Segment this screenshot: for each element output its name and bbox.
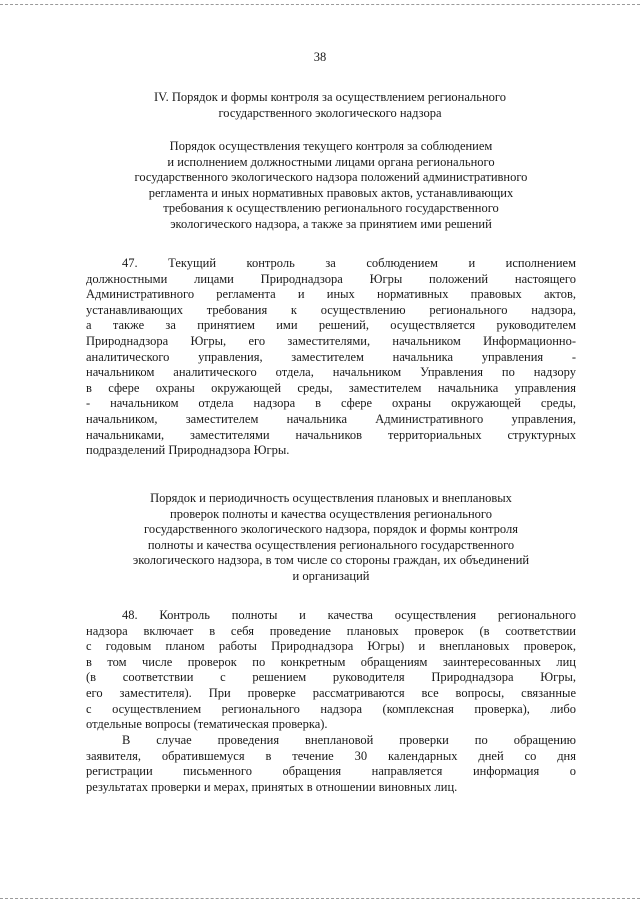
paragraph-line: с годовым планом работы Природнадзора Югры) и внеплановых проверок, <box>86 639 576 654</box>
subheading-line: и исполнением должностными лицами органа регионального <box>167 154 495 169</box>
paragraph-line: Административного регламента и иных нормативных правовых актов, <box>86 287 576 302</box>
subheading-line: полноты и качества осуществления регионального государственного <box>147 537 515 552</box>
subheading-line: регламента и иных нормативных правовых актов, устанавливающих <box>148 185 514 200</box>
paragraph-line: регистрации письменного обращения направляется информация о <box>86 764 576 779</box>
paragraph-line: начальником аналитического отдела, начальником Управления по надзору <box>86 365 576 380</box>
scan-top-edge <box>0 4 640 5</box>
paragraph-line: 48. Контроль полноты и качества осуществления регионального <box>122 608 576 622</box>
page-number: 38 <box>313 50 327 64</box>
subheading-line: экологического надзора, а также за принятием ими решений <box>170 216 492 231</box>
heading-line: государственного экологического надзора <box>218 105 442 120</box>
subheading-line: и организаций <box>292 568 370 583</box>
paragraph-line: - начальником отдела надзора в сфере охраны окружающей среды, <box>86 396 576 411</box>
paragraph-line: аналитического управления, заместителем начальника управления - <box>86 349 576 364</box>
paragraph-line: заявителя, обратившемуся в течение 30 календарных дней со дня <box>86 748 576 763</box>
paragraph-line: подразделений Природнадзора Югры. <box>86 443 290 458</box>
paragraph-line: устанавливающих требования к осуществлению регионального надзора, <box>86 302 576 317</box>
subheading-line: государственного экологического надзора, порядок и формы контроля <box>144 522 518 537</box>
scan-bottom-edge <box>0 898 640 899</box>
paragraph-48-continuation <box>86 733 576 795</box>
paragraph-line: результатах проверки и мерах, принятых в отношении виновных лиц. <box>86 779 458 794</box>
paragraph-line: (в соответствии с решением руководителя Природнадзора Югры, <box>86 670 576 685</box>
paragraph-48 <box>86 608 576 733</box>
paragraph-line: надзора включает в себя проведение плановых проверок (в соответствии <box>86 623 576 638</box>
section-heading <box>90 90 570 121</box>
subheading-line: Порядок осуществления текущего контроля за соблюдением <box>169 139 493 153</box>
subheading-current-control <box>84 139 578 233</box>
subheading-line: экологического надзора, в том числе со стороны граждан, их объединений <box>132 553 530 568</box>
subheading-line: Порядок и периодичность осуществления плановых и внеплановых <box>150 491 512 505</box>
paragraph-line: начальниками, заместителями начальников территориальных структурных <box>86 427 576 442</box>
paragraph-line: должностными лицами Природнадзора Югры положений настоящего <box>86 271 576 286</box>
paragraph-line: в том числе проверок по конкретным обращениям заинтересованных лиц <box>86 654 576 669</box>
subheading-line: государственного экологического надзора положений административного <box>134 170 528 185</box>
subheading-line: требования к осуществлению регионального государственного <box>163 201 499 216</box>
paragraph-line: отдельные вопросы (тематическая проверка). <box>86 717 328 732</box>
paragraph-line: с осуществлением регионального надзора (комплексная проверка), либо <box>86 701 576 716</box>
paragraph-line: начальником, заместителем начальника Административного управления, <box>86 411 576 426</box>
subheading-line: проверок полноты и качества осуществления регионального <box>170 506 492 521</box>
subheading-inspections <box>80 491 582 585</box>
paragraph-line: Природнадзора Югры, его заместителями, начальником Информационно- <box>86 333 576 348</box>
paragraph-line: его заместителя). При проверке рассматриваются все вопросы, связанные <box>86 685 576 700</box>
paragraph-47 <box>86 256 576 459</box>
paragraph-line: в сфере охраны окружающей среды, заместителем начальника управления <box>86 380 576 395</box>
paragraph-line: В случае проведения внеплановой проверки по обращению <box>122 733 576 747</box>
paragraph-line: 47. Текущий контроль за соблюдением и исполнением <box>122 256 576 270</box>
heading-line: IV. Порядок и формы контроля за осуществлением регионального <box>154 90 506 104</box>
paragraph-line: а также за принятием ими решений, осуществляется руководителем <box>86 318 576 333</box>
